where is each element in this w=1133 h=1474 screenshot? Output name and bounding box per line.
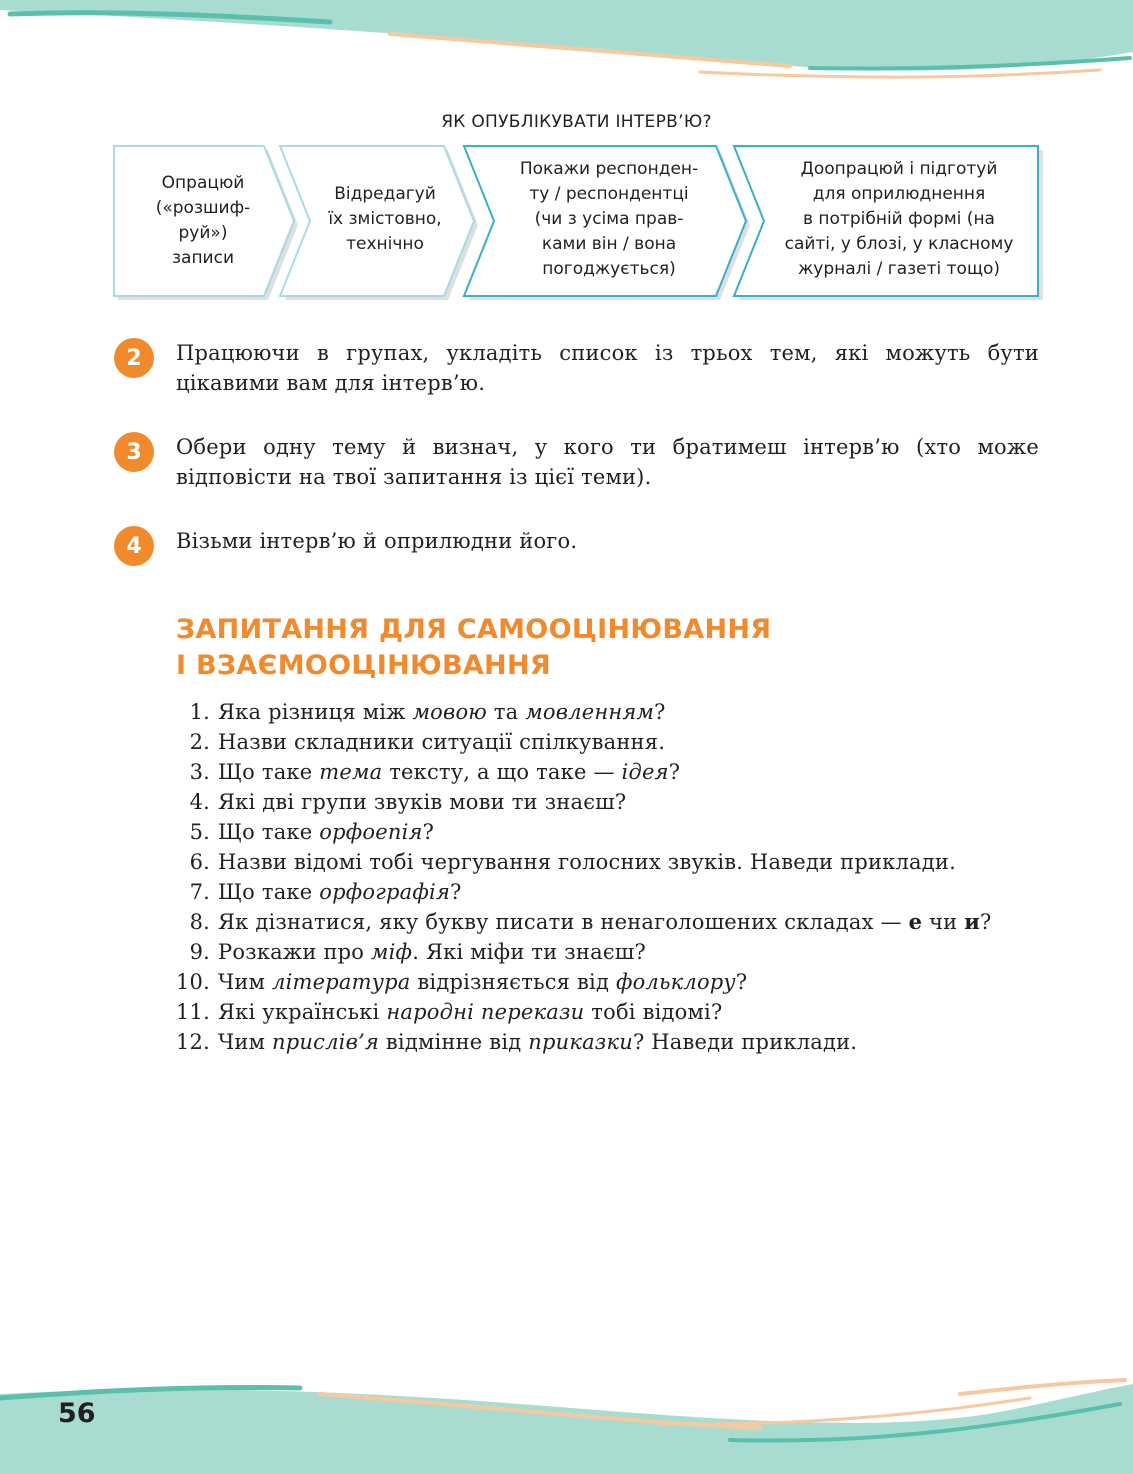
italic-term: міф: [371, 940, 413, 964]
question-text: [218, 727, 1040, 757]
question-text: [218, 847, 1040, 877]
text-fragment: Які українські: [218, 1000, 387, 1024]
task-number-badge: 4: [114, 526, 154, 566]
bold-letter: и: [964, 909, 980, 934]
question-number: 8.: [189, 910, 210, 934]
italic-term: приказки: [528, 1030, 633, 1054]
question-number: 3.: [189, 760, 210, 784]
italic-term: прислів’я: [272, 1030, 379, 1054]
text-fragment: Розкажи про: [218, 940, 372, 964]
text-fragment: ?: [735, 970, 748, 994]
italic-term: народні перекази: [386, 1000, 585, 1024]
question-number: 11.: [176, 1000, 210, 1024]
question-item: [150, 817, 1040, 847]
italic-term: мовою: [412, 700, 487, 724]
question-text: [218, 787, 1040, 817]
text-fragment: Що таке: [218, 820, 320, 844]
text-fragment: Що таке: [218, 880, 320, 904]
question-number: 10.: [176, 970, 210, 994]
text-fragment: ?: [980, 910, 992, 934]
step-2-text: Відредагуй їх змістовно, технічно: [328, 183, 442, 254]
question-number: 12.: [176, 1030, 210, 1054]
question-text: [218, 997, 1040, 1027]
question-number: 1.: [189, 700, 210, 724]
task-number-badge: 2: [114, 338, 154, 378]
text-fragment: тексту, а що таке —: [382, 760, 622, 784]
task-4: [114, 526, 1039, 559]
text-fragment: Що таке: [218, 760, 320, 784]
question-item: [150, 967, 1040, 997]
text-fragment: Назви відомі тобі чергування голосних звуків. Наведи приклади.: [218, 850, 956, 874]
text-fragment: тобі відомі?: [584, 1000, 723, 1024]
italic-term: фольклору: [615, 970, 736, 994]
italic-term: ідея: [621, 760, 669, 784]
question-text: [218, 907, 1040, 937]
text-fragment: Як дізнатися, яку букву писати в ненаголошених складах —: [218, 910, 909, 934]
step-3-text: Покажи респонден- ту / респондентці (чи з усіма прав- ками він / вона погоджується): [519, 158, 699, 279]
text-fragment: Які дві групи звуків мови ти знаєш?: [218, 790, 627, 814]
publish-steps-diagram: [108, 140, 1048, 310]
self-assessment-questions: [150, 697, 1040, 1057]
question-item: [150, 997, 1040, 1027]
task-text: Обери одну тему й визнач, у кого ти братимеш інтерв’ю (хто може відповісти на твої запитання із цієї теми).: [176, 435, 1039, 489]
question-item: [150, 907, 1040, 937]
text-fragment: . Які міфи ти знаєш?: [412, 940, 646, 964]
question-text: [218, 697, 1040, 727]
task-3: [114, 432, 1039, 492]
question-item: [150, 757, 1040, 787]
step-1-text: Опрацюй («розшиф- руй») записи: [155, 173, 251, 268]
section-title: ЗАПИТАННЯ ДЛЯ САМООЦІНЮВАННЯ І ВЗАЄМООЦІНЮВАННЯ: [176, 614, 772, 681]
step-4-text: Доопрацюй і підготуй для оприлюднення в потрібній формі (на сайті, у блозі, у класному журналі / газеті тощо): [784, 158, 1014, 279]
task-2: [114, 338, 1039, 398]
text-fragment: відрізняється від: [410, 970, 616, 994]
question-item: [150, 787, 1040, 817]
text-fragment: ?: [654, 700, 666, 724]
question-text: [218, 757, 1040, 787]
question-number: 7.: [189, 880, 210, 904]
task-text: Візьми інтерв’ю й оприлюдни його.: [176, 529, 578, 553]
text-fragment: чи: [922, 910, 965, 934]
bottom-wave-decoration: [0, 1364, 1133, 1474]
question-item: [150, 847, 1040, 877]
bold-letter: е: [908, 909, 923, 934]
text-fragment: Чим: [218, 970, 273, 994]
text-fragment: ?: [668, 760, 681, 784]
question-number: 9.: [189, 940, 210, 964]
italic-term: тема: [319, 760, 383, 784]
task-text: Працюючи в групах, укладіть список із трьох тем, які можуть бути цікавими вам для інтерв’ю.: [176, 341, 1039, 395]
text-fragment: Назви складники ситуації спілкування.: [218, 730, 666, 754]
question-item: [150, 877, 1040, 907]
text-fragment: та: [486, 700, 526, 724]
question-text: [218, 937, 1040, 967]
question-number: 4.: [189, 790, 210, 814]
page-number: 56: [58, 1398, 96, 1429]
question-item: [150, 727, 1040, 757]
task-number-badge: 3: [114, 432, 154, 472]
text-fragment: ? Наведи приклади.: [632, 1030, 858, 1054]
flow-title: ЯК ОПУБЛІКУВАТИ ІНТЕРВ’Ю?: [441, 112, 712, 132]
italic-term: мовленням: [525, 700, 655, 724]
question-number: 5.: [189, 820, 210, 844]
italic-term: орфоепія: [319, 820, 423, 844]
question-text: [218, 877, 1040, 907]
text-fragment: ?: [422, 820, 435, 844]
top-wave-decoration: [0, 0, 1133, 90]
question-number: 2.: [189, 730, 210, 754]
text-fragment: відмінне від: [379, 1030, 529, 1054]
text-fragment: Чим: [218, 1030, 273, 1054]
text-fragment: ?: [450, 880, 462, 904]
question-text: [218, 967, 1040, 997]
question-item: [150, 1027, 1040, 1057]
question-text: [218, 817, 1040, 847]
text-fragment: Яка різниця між: [218, 700, 413, 724]
italic-term: література: [272, 970, 411, 994]
italic-term: орфографія: [319, 880, 451, 904]
question-text: [218, 1027, 1040, 1057]
question-item: [150, 697, 1040, 727]
question-number: 6.: [189, 850, 210, 874]
question-item: [150, 937, 1040, 967]
